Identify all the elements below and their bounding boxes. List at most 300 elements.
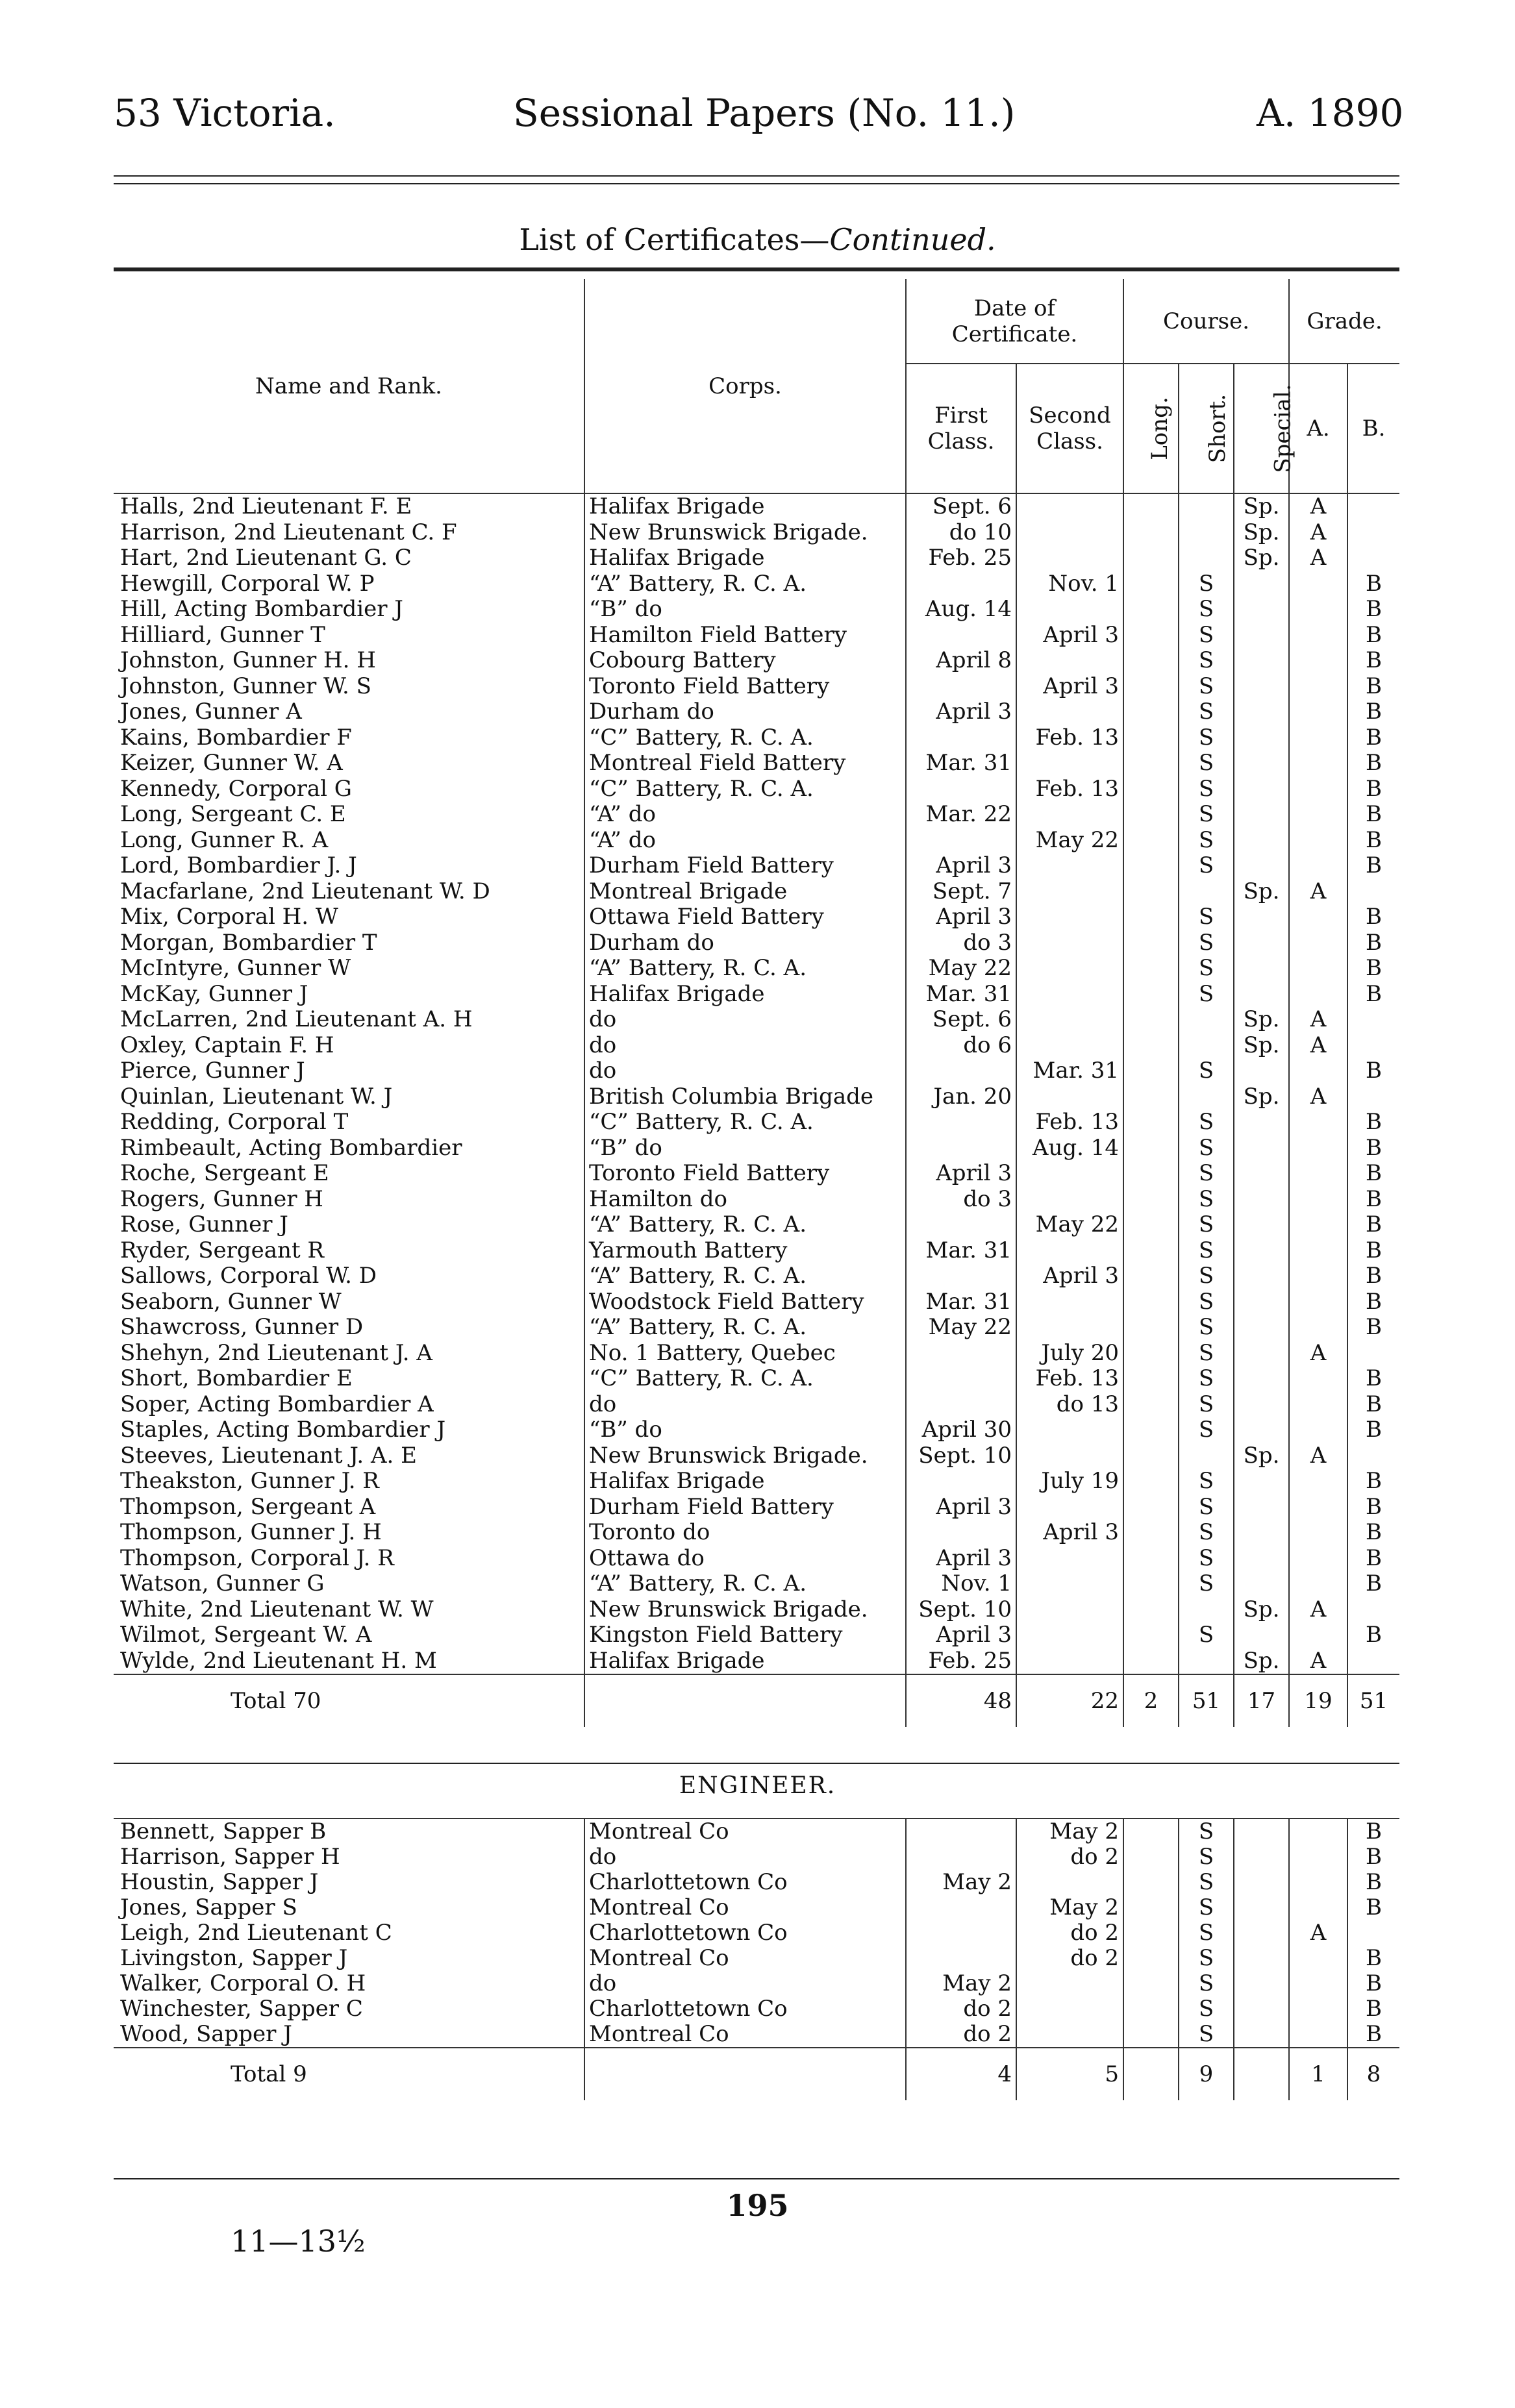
cell-name: Winchester, Sapper C xyxy=(120,1996,363,2022)
certificate-row xyxy=(114,1366,1399,1392)
cell-short xyxy=(1179,1007,1234,1033)
col-second-class-header: Second Class. xyxy=(1016,364,1123,493)
cell-grade-b: B xyxy=(1347,571,1399,597)
cell-special xyxy=(1234,776,1289,802)
cell-long xyxy=(1123,853,1179,879)
cell-first-class: do 2 xyxy=(906,2022,1016,2048)
cell-name: Halls, 2nd Lieutenant F. E xyxy=(114,493,584,520)
engineer-body xyxy=(114,1818,1399,2100)
cell-short xyxy=(1179,1033,1234,1059)
certificate-row xyxy=(114,1161,1399,1187)
cell-long xyxy=(1123,597,1179,623)
certificate-row xyxy=(114,1469,1399,1495)
cell-name: Hilliard, Gunner T xyxy=(120,621,325,648)
cell-second-class xyxy=(1016,1187,1123,1213)
cell-first-class xyxy=(906,1520,1016,1546)
cell-short xyxy=(1179,545,1234,571)
cell-short: S xyxy=(1179,802,1234,828)
cell-grade-a xyxy=(1289,674,1347,700)
certificate-row xyxy=(114,904,1399,930)
cell-special xyxy=(1234,1263,1289,1289)
cell-first-class: Mar. 22 xyxy=(906,802,1016,828)
cell-grade-b: B xyxy=(1347,1971,1399,1996)
cell-corps: British Columbia Brigade xyxy=(584,1084,906,1110)
cell-special xyxy=(1234,725,1289,751)
header-year: A. 1890 xyxy=(1257,91,1404,135)
cell-second-class: do 13 xyxy=(1016,1392,1123,1418)
cell-long xyxy=(1123,571,1179,597)
cell-second-class xyxy=(1016,1870,1123,1895)
cell-short xyxy=(1179,879,1234,905)
cell-special: Sp. xyxy=(1234,493,1289,520)
cell-second-class xyxy=(1016,1996,1123,2022)
cell-grade-a xyxy=(1289,930,1347,956)
cell-grade-b: B xyxy=(1347,1212,1399,1238)
cell-second-class: April 3 xyxy=(1016,674,1123,700)
cell-name: Jones, Gunner A xyxy=(120,699,302,725)
cell-corps: No. 1 Battery, Quebec xyxy=(584,1341,906,1367)
cell-long xyxy=(1123,1341,1179,1367)
cell-grade-b: B xyxy=(1347,1495,1399,1521)
cell-grade-b: B xyxy=(1347,1546,1399,1572)
cell-grade-b: B xyxy=(1347,1161,1399,1187)
cell-first-class xyxy=(906,1058,1016,1084)
certificate-row xyxy=(114,751,1399,776)
cell-grade-b: B xyxy=(1347,597,1399,623)
cell-corps: Hamilton do xyxy=(584,1187,906,1213)
cell-corps: “C” Battery, R. C. A. xyxy=(584,725,906,751)
cell-corps: “B” do xyxy=(584,597,906,623)
cell-corps: “A” do xyxy=(584,828,906,854)
cell-corps: do xyxy=(584,1007,906,1033)
cell-first-class: do 6 xyxy=(906,1033,1016,1059)
cell-first-class: do 3 xyxy=(906,1187,1016,1213)
certificate-row xyxy=(114,1597,1399,1623)
cell-grade-b: B xyxy=(1347,904,1399,930)
cell-grade-a xyxy=(1289,1212,1347,1238)
cell-name: Pierce, Gunner J xyxy=(120,1058,305,1084)
cell-long xyxy=(1123,1443,1179,1469)
cell-corps: “C” Battery, R. C. A. xyxy=(584,1110,906,1136)
certificate-row xyxy=(114,1212,1399,1238)
cell-second-class xyxy=(1016,1417,1123,1443)
cell-second-class xyxy=(1016,699,1123,725)
cell-short: S xyxy=(1179,982,1234,1008)
cell-grade-a: A xyxy=(1289,1084,1347,1110)
cell-name: Keizer, Gunner W. A xyxy=(120,750,343,776)
cell-long xyxy=(1123,1084,1179,1110)
cell-grade-a xyxy=(1289,1870,1347,1895)
cell-long xyxy=(1123,1520,1179,1546)
cell-grade-b: B xyxy=(1347,802,1399,828)
cell-grade-a xyxy=(1289,2022,1347,2048)
cell-corps: “B” do xyxy=(584,1417,906,1443)
cell-special xyxy=(1234,1495,1289,1521)
cell-grade-b: B xyxy=(1347,1818,1399,1844)
cell-grade-a xyxy=(1289,956,1347,982)
cell-grade-a: A xyxy=(1289,1920,1347,1946)
cell-grade-a xyxy=(1289,571,1347,597)
cell-special: Sp. xyxy=(1234,1007,1289,1033)
certificate-row xyxy=(114,1520,1399,1546)
certificates-body xyxy=(114,493,1399,1727)
cell-name: McLarren, 2nd Lieutenant A. H xyxy=(120,1006,473,1032)
cell-second-class xyxy=(1016,879,1123,905)
cell-special xyxy=(1234,1366,1289,1392)
cell-corps: Toronto do xyxy=(584,1520,906,1546)
cell-grade-a xyxy=(1289,1238,1347,1264)
cell-corps: Durham Field Battery xyxy=(584,853,906,879)
cell-corps: Yarmouth Battery xyxy=(584,1238,906,1264)
cell-first-class xyxy=(906,1341,1016,1367)
cell-corps: Toronto Field Battery xyxy=(584,674,906,700)
cell-special: Sp. xyxy=(1234,1597,1289,1623)
certificate-row xyxy=(114,1033,1399,1059)
cell-grade-b: B xyxy=(1347,1870,1399,1895)
cell-long xyxy=(1123,1469,1179,1495)
total-second-class: 5 xyxy=(1016,2048,1123,2100)
cell-corps: Montreal Co xyxy=(584,1818,906,1844)
total-special xyxy=(1234,2048,1289,2100)
cell-special: Sp. xyxy=(1234,1648,1289,1675)
cell-corps: do xyxy=(584,1033,906,1059)
cell-name: Redding, Corporal T xyxy=(120,1109,349,1135)
total-first-class: 4 xyxy=(906,2048,1016,2100)
certificate-row xyxy=(114,1443,1399,1469)
cell-grade-b xyxy=(1347,1033,1399,1059)
cell-short: S xyxy=(1179,1571,1234,1597)
cell-first-class: May 2 xyxy=(906,1971,1016,1996)
certificate-row xyxy=(114,828,1399,854)
cell-first-class: Sept. 6 xyxy=(906,493,1016,520)
cell-grade-b: B xyxy=(1347,1996,1399,2022)
cell-special xyxy=(1234,1520,1289,1546)
total-short: 9 xyxy=(1179,2048,1234,2100)
cell-name: Wilmot, Sergeant W. A xyxy=(120,1622,372,1648)
cell-grade-b: B xyxy=(1347,1366,1399,1392)
cell-name: Harrison, Sapper H xyxy=(120,1844,340,1870)
cell-grade-a xyxy=(1289,1571,1347,1597)
cell-second-class xyxy=(1016,982,1123,1008)
cell-first-class: do 3 xyxy=(906,930,1016,956)
cell-second-class: May 22 xyxy=(1016,828,1123,854)
cell-name: Johnston, Gunner W. S xyxy=(120,673,371,699)
cell-special xyxy=(1234,1315,1289,1341)
cell-corps: “A” Battery, R. C. A. xyxy=(584,571,906,597)
certificate-row xyxy=(114,1571,1399,1597)
cell-second-class: May 2 xyxy=(1016,1895,1123,1920)
cell-short: S xyxy=(1179,1895,1234,1920)
certificate-row xyxy=(114,571,1399,597)
title-continued: Continued. xyxy=(829,222,996,257)
cell-long xyxy=(1123,1238,1179,1264)
cell-corps: do xyxy=(584,1392,906,1418)
cell-first-class: do 10 xyxy=(906,520,1016,546)
cell-short: S xyxy=(1179,1341,1234,1367)
cell-first-class xyxy=(906,674,1016,700)
cell-grade-b: B xyxy=(1347,648,1399,674)
total-special: 17 xyxy=(1234,1674,1289,1727)
cell-grade-b: B xyxy=(1347,1520,1399,1546)
cell-second-class xyxy=(1016,1443,1123,1469)
cell-short: S xyxy=(1179,1212,1234,1238)
cell-first-class xyxy=(906,1844,1016,1870)
cell-grade-a xyxy=(1289,1366,1347,1392)
cell-grade-b xyxy=(1347,1007,1399,1033)
certificate-row xyxy=(114,1007,1399,1033)
cell-corps: Halifax Brigade xyxy=(584,545,906,571)
cell-first-class: Mar. 31 xyxy=(906,1238,1016,1264)
certificate-row xyxy=(114,1341,1399,1367)
cell-corps: “A” Battery, R. C. A. xyxy=(584,1315,906,1341)
certificate-row xyxy=(114,1417,1399,1443)
cell-grade-a xyxy=(1289,1895,1347,1920)
cell-second-class xyxy=(1016,545,1123,571)
cell-long xyxy=(1123,1212,1179,1238)
cell-corps: Charlottetown Co xyxy=(584,1870,906,1895)
cell-name: Roche, Sergeant E xyxy=(120,1160,329,1186)
cell-long xyxy=(1123,545,1179,571)
cell-special xyxy=(1234,1920,1289,1946)
cell-corps: “A” Battery, R. C. A. xyxy=(584,956,906,982)
cell-name: Morgan, Bombardier T xyxy=(120,929,377,956)
cell-second-class xyxy=(1016,1495,1123,1521)
cell-corps: Halifax Brigade xyxy=(584,1469,906,1495)
cell-long xyxy=(1123,1996,1179,2022)
cell-long xyxy=(1123,1417,1179,1443)
certificate-row xyxy=(114,623,1399,649)
cell-special: Sp. xyxy=(1234,879,1289,905)
cell-short: S xyxy=(1179,1136,1234,1161)
cell-long xyxy=(1123,1366,1179,1392)
cell-long xyxy=(1123,1920,1179,1946)
cell-name: Hill, Acting Bombardier J xyxy=(120,596,403,622)
cell-name: Kains, Bombardier F xyxy=(120,724,352,751)
cell-short: S xyxy=(1179,904,1234,930)
cell-short: S xyxy=(1179,1844,1234,1870)
cell-long xyxy=(1123,1971,1179,1996)
cell-name: Quinlan, Lieutenant W. J xyxy=(120,1083,393,1110)
cell-short xyxy=(1179,1648,1234,1675)
certificates-table xyxy=(114,279,1399,1727)
cell-special xyxy=(1234,1110,1289,1136)
cell-short: S xyxy=(1179,1469,1234,1495)
cell-long xyxy=(1123,493,1179,520)
cell-first-class xyxy=(906,1818,1016,1844)
cell-special xyxy=(1234,1571,1289,1597)
cell-long xyxy=(1123,1597,1179,1623)
cell-grade-a xyxy=(1289,1417,1347,1443)
cell-first-class: Sept. 6 xyxy=(906,1007,1016,1033)
cell-corps: Montreal Co xyxy=(584,2022,906,2048)
cell-name: Leigh, 2nd Lieutenant C xyxy=(120,1920,392,1946)
cell-grade-b: B xyxy=(1347,751,1399,776)
cell-grade-a xyxy=(1289,1971,1347,1996)
cell-second-class: July 19 xyxy=(1016,1469,1123,1495)
cell-long xyxy=(1123,828,1179,854)
cell-short: S xyxy=(1179,2022,1234,2048)
cell-grade-a xyxy=(1289,1161,1347,1187)
cell-short: S xyxy=(1179,853,1234,879)
cell-special xyxy=(1234,1238,1289,1264)
cell-grade-a xyxy=(1289,828,1347,854)
certificate-row xyxy=(114,1546,1399,1572)
cell-second-class xyxy=(1016,493,1123,520)
cell-name: Soper, Acting Bombardier A xyxy=(120,1391,434,1417)
cell-short: S xyxy=(1179,1971,1234,1996)
cell-second-class xyxy=(1016,1033,1123,1059)
cell-second-class: Feb. 13 xyxy=(1016,776,1123,802)
cell-corps: Durham do xyxy=(584,699,906,725)
cell-first-class xyxy=(906,571,1016,597)
cell-name: Bennett, Sapper B xyxy=(114,1818,584,1844)
cell-special xyxy=(1234,1622,1289,1648)
cell-grade-b: B xyxy=(1347,982,1399,1008)
cell-corps: Charlottetown Co xyxy=(584,1996,906,2022)
certificate-row xyxy=(114,725,1399,751)
cell-grade-a xyxy=(1289,1622,1347,1648)
cell-grade-b xyxy=(1347,1443,1399,1469)
cell-corps: Durham do xyxy=(584,930,906,956)
cell-grade-b: B xyxy=(1347,623,1399,649)
cell-name: Houstin, Sapper J xyxy=(120,1869,319,1895)
cell-grade-a xyxy=(1289,1469,1347,1495)
short-label: Short. xyxy=(1205,393,1231,464)
cell-short: S xyxy=(1179,571,1234,597)
cell-name: Mix, Corporal H. W xyxy=(120,904,338,930)
cell-long xyxy=(1123,1870,1179,1895)
cell-grade-a xyxy=(1289,1520,1347,1546)
cell-corps: Halifax Brigade xyxy=(584,1648,906,1675)
certificate-row xyxy=(114,1187,1399,1213)
cell-name: White, 2nd Lieutenant W. W xyxy=(120,1596,434,1622)
cell-grade-b: B xyxy=(1347,1187,1399,1213)
cell-special xyxy=(1234,930,1289,956)
cell-short: S xyxy=(1179,1946,1234,1971)
cell-special xyxy=(1234,853,1289,879)
cell-second-class: do 2 xyxy=(1016,1946,1123,1971)
cell-short: S xyxy=(1179,930,1234,956)
certificate-row xyxy=(114,1263,1399,1289)
cell-short: S xyxy=(1179,674,1234,700)
cell-grade-b: B xyxy=(1347,1315,1399,1341)
cell-name: Long, Gunner R. A xyxy=(120,826,329,853)
cell-grade-a: A xyxy=(1289,520,1347,546)
cell-first-class xyxy=(906,1946,1016,1971)
certificate-row xyxy=(114,1495,1399,1521)
cell-special xyxy=(1234,1996,1289,2022)
cell-grade-a xyxy=(1289,623,1347,649)
certificate-row xyxy=(114,1110,1399,1136)
cell-special xyxy=(1234,1870,1289,1895)
total-grade-a: 19 xyxy=(1289,1674,1347,1727)
cell-first-class xyxy=(906,623,1016,649)
certificate-row xyxy=(114,1084,1399,1110)
cell-grade-a: A xyxy=(1289,545,1347,571)
cell-second-class: May 2 xyxy=(1016,1818,1123,1844)
cell-first-class: April 3 xyxy=(906,1622,1016,1648)
certificate-row xyxy=(114,982,1399,1008)
cell-long xyxy=(1123,623,1179,649)
cell-first-class: Sept. 7 xyxy=(906,879,1016,905)
long-label: Long. xyxy=(1146,397,1173,460)
cell-short: S xyxy=(1179,1315,1234,1341)
cell-long xyxy=(1123,1136,1179,1161)
cell-short: S xyxy=(1179,1417,1234,1443)
cell-long xyxy=(1123,1495,1179,1521)
cell-short: S xyxy=(1179,725,1234,751)
certificate-row xyxy=(114,674,1399,700)
cell-short: S xyxy=(1179,1392,1234,1418)
cell-grade-a: A xyxy=(1289,1648,1347,1675)
cell-grade-a xyxy=(1289,699,1347,725)
cell-first-class xyxy=(906,1110,1016,1136)
cell-corps: Ottawa do xyxy=(584,1546,906,1572)
cell-special xyxy=(1234,674,1289,700)
cell-long xyxy=(1123,1315,1179,1341)
cell-grade-b: B xyxy=(1347,1110,1399,1136)
col-grade-group-header: Grade. xyxy=(1289,279,1399,364)
cell-special xyxy=(1234,1546,1289,1572)
cell-name: Wood, Sapper J xyxy=(120,2021,292,2047)
cell-special: Sp. xyxy=(1234,1443,1289,1469)
cell-long xyxy=(1123,1648,1179,1675)
col-name-header: Name and Rank. xyxy=(255,373,442,399)
page-title xyxy=(0,222,1515,257)
cell-special: Sp. xyxy=(1234,520,1289,546)
cell-second-class xyxy=(1016,520,1123,546)
cell-name: Hewgill, Corporal W. P xyxy=(120,570,375,597)
cell-grade-b: B xyxy=(1347,956,1399,982)
certificate-row xyxy=(114,879,1399,905)
total-short: 51 xyxy=(1179,1674,1234,1727)
header-session: 53 Victoria. xyxy=(114,91,336,135)
cell-grade-b: B xyxy=(1347,674,1399,700)
cell-special xyxy=(1234,699,1289,725)
cell-first-class xyxy=(906,1469,1016,1495)
cell-corps: “C” Battery, R. C. A. xyxy=(584,776,906,802)
cell-long xyxy=(1123,699,1179,725)
cell-name: Steeves, Lieutenant J. A. E xyxy=(120,1442,417,1469)
cell-short: S xyxy=(1179,1520,1234,1546)
engineer-row xyxy=(114,1946,1399,1971)
cell-grade-a xyxy=(1289,853,1347,879)
cell-second-class: Mar. 31 xyxy=(1016,1058,1123,1084)
cell-name: McKay, Gunner J xyxy=(120,980,308,1007)
cell-grade-b: B xyxy=(1347,1289,1399,1315)
engineer-total-row xyxy=(114,2048,1399,2100)
cell-grade-b: B xyxy=(1347,828,1399,854)
cell-second-class: do 2 xyxy=(1016,1920,1123,1946)
certificate-row xyxy=(114,1315,1399,1341)
cell-short: S xyxy=(1179,1263,1234,1289)
cell-corps: Hamilton Field Battery xyxy=(584,623,906,649)
cell-grade-b: B xyxy=(1347,930,1399,956)
cell-grade-b xyxy=(1347,1648,1399,1675)
cell-first-class xyxy=(906,1212,1016,1238)
cell-first-class: April 3 xyxy=(906,904,1016,930)
cell-second-class: April 3 xyxy=(1016,1263,1123,1289)
cell-long xyxy=(1123,1033,1179,1059)
cell-corps: Durham Field Battery xyxy=(584,1495,906,1521)
cell-name: Macfarlane, 2nd Lieutenant W. D xyxy=(120,878,490,904)
cell-name: Harrison, 2nd Lieutenant C. F xyxy=(120,519,457,545)
cell-first-class xyxy=(906,725,1016,751)
cell-corps: Montreal Brigade xyxy=(584,879,906,905)
certificate-row xyxy=(114,956,1399,982)
cell-first-class: April 30 xyxy=(906,1417,1016,1443)
cell-grade-a xyxy=(1289,1136,1347,1161)
